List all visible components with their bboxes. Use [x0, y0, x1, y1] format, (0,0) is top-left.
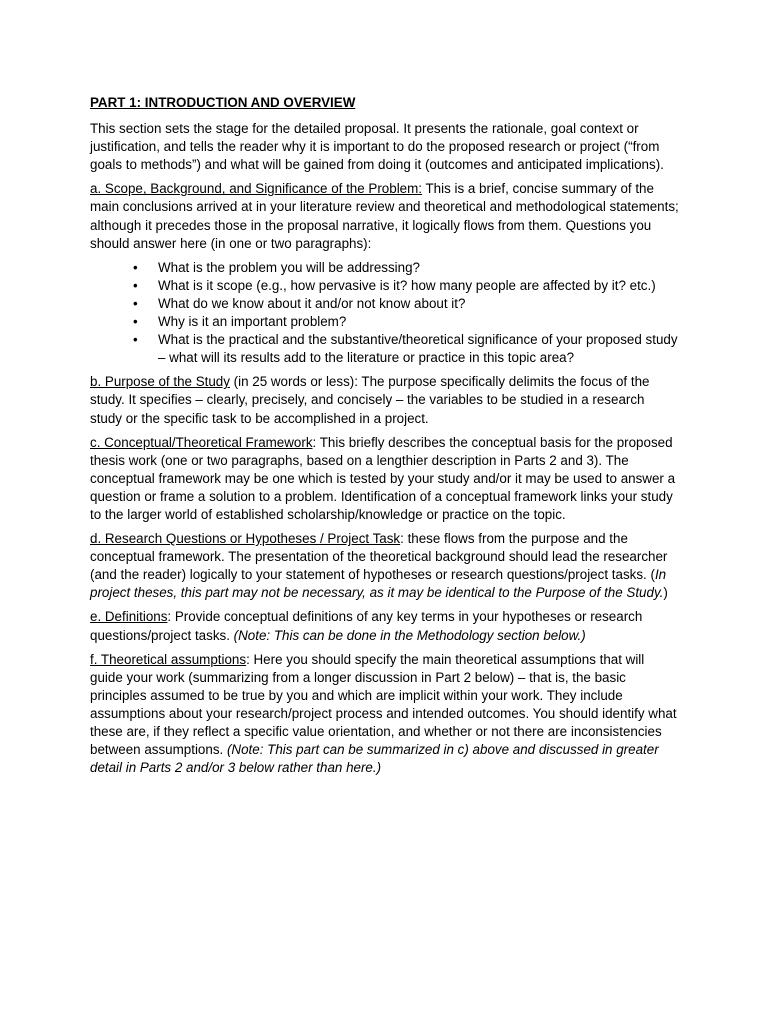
list-item: [90, 295, 680, 313]
questions-list: [90, 259, 680, 368]
research-questions-paragraph: [90, 530, 680, 602]
research-questions-label: d. Research Questions or Hypotheses / Project Task: [90, 531, 401, 547]
assumptions-paragraph: [90, 651, 680, 778]
assumptions-note: (Note: This part can be summarized in c) above and discussed in greater detail in Parts 2 and/or 3 below rather than here.): [90, 742, 659, 776]
scope-label: a. Scope, Background, and Significance of the Problem:: [90, 181, 422, 197]
list-item-text: What is the problem you will be addressing?: [158, 259, 420, 275]
bullet-icon: •: [133, 332, 138, 348]
bullet-icon: •: [133, 314, 138, 330]
definitions-text: : Provide conceptual definitions of any key terms in your hypotheses or research questions/project tasks.: [90, 609, 643, 643]
research-questions-tail: ): [663, 585, 668, 601]
definitions-label: e. Definitions: [90, 609, 168, 625]
list-item-text: What do we know about it and/or not know about it?: [158, 295, 466, 311]
scope-text: This is a brief, concise summary of the main conclusions arrived at in your literature review and theoretical and methodological statements; although it precedes those in the proposal narrative, it logically flows from them. Questions you should answer here (in one or two paragraphs):: [90, 181, 679, 251]
assumptions-text: : Here you should specify the main theoretical assumptions that will guide your work (summarizing from a longer discussion in Part 2 below) – that is, the basic principles assumed to be true by you and which are implicit within your work. They include assumptions about your research/project process and intended outcomes. You should identify what these are, if they reflect a specific value orientation, and whether or not there are inconsistencies between assumptions.: [90, 651, 677, 758]
scope-paragraph: [90, 180, 680, 252]
definitions-note: (Note: This can be done in the Methodology section below.): [233, 627, 586, 643]
purpose-text: (in 25 words or less): The purpose specifically delimits the focus of the study. It specifies – clearly, precisely, and concisely – the variables to be studied in a research study or the specific task to be accomplished in a project.: [90, 374, 650, 426]
definitions-paragraph: [90, 608, 680, 644]
list-item-text: What is it scope (e.g., how pervasive is it? how many people are affected by it? etc.): [158, 277, 656, 293]
bullet-icon: •: [133, 277, 138, 293]
purpose-paragraph: [90, 373, 680, 427]
bullet-icon: •: [133, 259, 138, 275]
document-page: [90, 94, 680, 783]
list-item: [90, 331, 680, 367]
intro-paragraph: This section sets the stage for the detailed proposal. It presents the rationale, goal context or justification, and tells the reader why it is important to do the proposed research or project (“from goals to methods”) and what will be gained from doing it (outcomes and anticipated implications).: [90, 121, 664, 173]
bullet-icon: •: [133, 295, 138, 311]
framework-paragraph: [90, 434, 680, 524]
list-item: [90, 259, 680, 277]
list-item-text: Why is it an important problem?: [158, 314, 347, 330]
list-item: [90, 313, 680, 331]
framework-label: c. Conceptual/Theoretical Framework: [90, 434, 313, 450]
assumptions-label: f. Theoretical assumptions: [90, 651, 247, 667]
research-questions-text: : these flows from the purpose and the conceptual framework. The presentation of the theoretical background should lead the researcher (and the reader) logically to your statement of hypotheses or research questions/project tasks. (: [90, 531, 668, 583]
framework-text: : This briefly describes the conceptual basis for the proposed thesis work (one or two paragraphs, based on a lengthier description in Parts 2 and 3). The conceptual framework may be one which is tested by your study and/or it may be used to answer a question or frame a solution to a problem. Identification of a conceptual framework links your study to the larger world of established scholarship/knowledge or practice on the topic.: [90, 434, 676, 522]
section-heading: PART 1: INTRODUCTION AND OVERVIEW: [90, 95, 356, 110]
purpose-label: b. Purpose of the Study: [90, 374, 230, 390]
research-questions-note: In project theses, this part may not be necessary, as it may be identical to the Purpose of the Study.: [90, 567, 667, 601]
list-item-text: What is the practical and the substantive/theoretical significance of your proposed study – what will its results add to the literature or practice in this topic area?: [158, 332, 678, 366]
list-item: [90, 277, 680, 295]
